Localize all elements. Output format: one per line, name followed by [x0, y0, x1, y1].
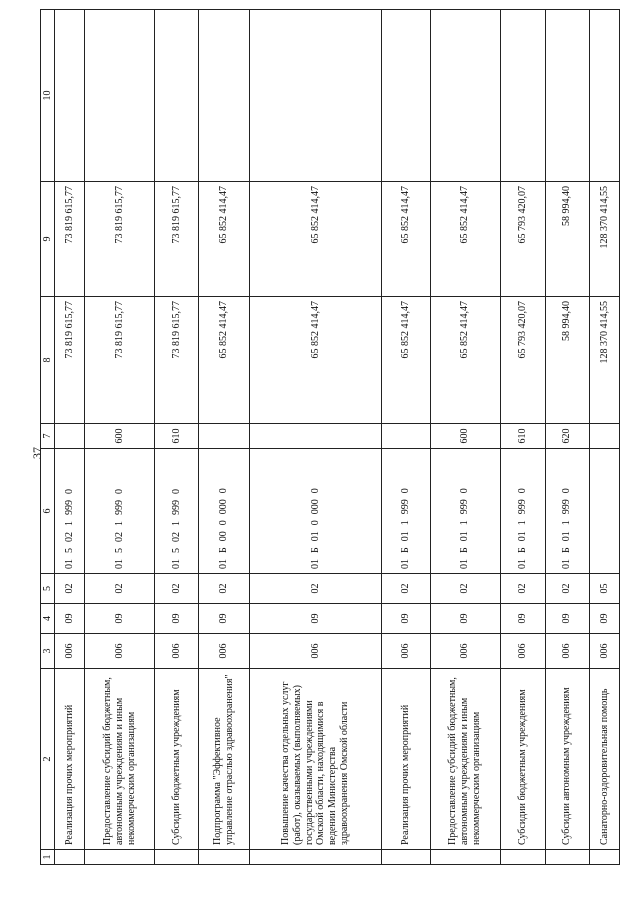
code-part: 01: [63, 559, 75, 569]
header-cell: 1: [41, 850, 55, 865]
section-code-cell: 09: [545, 604, 589, 634]
target-article-code: [218, 453, 230, 569]
expense-type-cell: 600: [430, 424, 500, 449]
amount-cell: 73 819 615,77: [55, 297, 85, 424]
code-part: 01: [399, 559, 411, 569]
target-article-code-cell: [589, 449, 619, 574]
item-name-cell: Субсидии автономным учреждениям: [545, 669, 589, 850]
amount-cell: 65 852 414,47: [430, 297, 500, 424]
section-code-cell: 09: [381, 604, 430, 634]
amount-cell: 73 819 615,77: [85, 182, 155, 297]
target-article-code-cell: [85, 449, 155, 574]
target-article-code-cell: [250, 449, 381, 574]
code-part: 0: [399, 488, 411, 494]
code-part: 00: [218, 531, 230, 542]
code-part: Б: [459, 547, 471, 553]
ministry-code-cell: 006: [199, 634, 250, 669]
ministry-code-cell: 006: [155, 634, 199, 669]
expense-type-cell: [250, 424, 381, 449]
code-part: 01: [309, 559, 321, 569]
target-article-code-cell: [381, 449, 430, 574]
target-article-code: [64, 453, 76, 569]
subsection-code-cell: 02: [155, 574, 199, 604]
code-part: 1: [516, 520, 528, 526]
code-part: 01: [309, 531, 321, 542]
expense-type-cell: [55, 424, 85, 449]
section-code-cell: 09: [85, 604, 155, 634]
code-part: 1: [561, 520, 573, 526]
ministry-code-cell: 006: [85, 634, 155, 669]
target-article-code: [114, 453, 126, 569]
table-row: [430, 10, 500, 865]
table-row: [155, 10, 199, 865]
expense-type-cell: 610: [500, 424, 545, 449]
code-part: 01: [218, 559, 230, 569]
header-cell: 5: [41, 574, 55, 604]
amount-cell: 58 994,40: [545, 182, 589, 297]
code-part: 01: [113, 559, 125, 569]
extra-cell: [545, 10, 589, 182]
header-cell: 10: [41, 10, 55, 182]
extra-cell: [250, 10, 381, 182]
header-cell: 4: [41, 604, 55, 634]
amount-cell: 65 852 414,47: [250, 297, 381, 424]
code-part: 1: [113, 521, 125, 526]
item-name-cell: Субсидии бюджетным учреждениям: [155, 669, 199, 850]
section-code-cell: 09: [250, 604, 381, 634]
subsection-code-cell: 05: [589, 574, 619, 604]
header-row: [41, 10, 55, 865]
code-part: 01: [399, 531, 411, 542]
code-part: 01: [516, 559, 528, 569]
amount-cell: 65 852 414,47: [199, 297, 250, 424]
target-article-code-cell: [500, 449, 545, 574]
code-part: 01: [516, 531, 528, 542]
expense-type-cell: 620: [545, 424, 589, 449]
row-number-cell: [85, 850, 155, 865]
target-article-code-cell: [545, 449, 589, 574]
table-row: [500, 10, 545, 865]
target-article-code-cell: [199, 449, 250, 574]
table-row: [85, 10, 155, 865]
amount-cell: 128 370 414,55: [589, 182, 619, 297]
subsection-code-cell: 02: [430, 574, 500, 604]
code-part: 01: [561, 531, 573, 542]
header-cell: 2: [41, 669, 55, 850]
code-part: 0: [63, 489, 75, 494]
section-code-cell: 09: [500, 604, 545, 634]
amount-cell: 65 793 420,07: [500, 182, 545, 297]
item-name-cell: Реализация прочих мероприятий: [55, 669, 85, 850]
target-article-code: [171, 453, 183, 569]
section-code-cell: 09: [55, 604, 85, 634]
code-part: 999: [459, 499, 471, 515]
row-number-cell: [155, 850, 199, 865]
code-part: 02: [170, 532, 182, 542]
code-part: 000: [309, 499, 321, 515]
amount-cell: 73 819 615,77: [155, 182, 199, 297]
row-number-cell: [250, 850, 381, 865]
code-part: 0: [309, 488, 321, 494]
extra-cell: [85, 10, 155, 182]
code-part: 0: [170, 489, 182, 494]
item-name-cell: Субсидии бюджетным учреждениям: [500, 669, 545, 850]
subsection-code-cell: 02: [381, 574, 430, 604]
code-part: 02: [113, 532, 125, 542]
target-article-code: [459, 453, 471, 569]
code-part: Б: [516, 547, 528, 553]
amount-cell: 58 994,40: [545, 297, 589, 424]
code-part: 1: [459, 520, 471, 526]
code-part: 5: [170, 548, 182, 553]
code-part: Б: [218, 547, 230, 553]
code-part: 999: [113, 500, 125, 515]
code-part: 000: [218, 499, 230, 515]
code-part: 5: [63, 548, 75, 553]
amount-cell: 65 852 414,47: [250, 182, 381, 297]
item-name-cell: Предоставление субсидий бюджетным, автономным учреждениям и иным некоммерческим организациям: [85, 669, 155, 850]
header-cell: 9: [41, 182, 55, 297]
amount-cell: 128 370 414,55: [589, 297, 619, 424]
header-cell: 7: [41, 424, 55, 449]
expense-type-cell: 600: [85, 424, 155, 449]
amount-cell: 65 852 414,47: [381, 297, 430, 424]
extra-cell: [155, 10, 199, 182]
amount-cell: 73 819 615,77: [55, 182, 85, 297]
budget-table-wrapper: [40, 10, 620, 865]
code-part: Б: [561, 547, 573, 553]
ministry-code-cell: 006: [545, 634, 589, 669]
item-name-cell: Реализация прочих мероприятий: [381, 669, 430, 850]
subsection-code-cell: 02: [545, 574, 589, 604]
code-part: 0: [561, 488, 573, 494]
expense-type-cell: 610: [155, 424, 199, 449]
subsection-code-cell: 02: [250, 574, 381, 604]
item-name-cell: Предоставление субсидий бюджетным, автономным учреждениям и иным некоммерческим организациям: [430, 669, 500, 850]
budget-table: [40, 9, 620, 865]
code-part: 02: [63, 532, 75, 542]
code-part: 0: [218, 488, 230, 494]
row-number-cell: [500, 850, 545, 865]
amount-cell: 73 819 615,77: [155, 297, 199, 424]
header-cell: 3: [41, 634, 55, 669]
section-code-cell: 09: [155, 604, 199, 634]
table-row: [381, 10, 430, 865]
code-part: 01: [459, 531, 471, 542]
code-part: Б: [309, 547, 321, 553]
expense-type-cell: [199, 424, 250, 449]
target-article-code: [561, 453, 573, 569]
ministry-code-cell: 006: [381, 634, 430, 669]
code-part: 01: [459, 559, 471, 569]
code-part: 999: [170, 500, 182, 515]
ministry-code-cell: 006: [250, 634, 381, 669]
code-part: 999: [399, 499, 411, 515]
target-article-code-cell: [155, 449, 199, 574]
code-part: 0: [309, 520, 321, 526]
row-number-cell: [199, 850, 250, 865]
subsection-code-cell: 02: [199, 574, 250, 604]
target-article-code: [310, 453, 322, 569]
amount-cell: 73 819 615,77: [85, 297, 155, 424]
section-code-cell: 09: [589, 604, 619, 634]
table-row: [250, 10, 381, 865]
table-row: [199, 10, 250, 865]
extra-cell: [55, 10, 85, 182]
section-code-cell: 09: [199, 604, 250, 634]
page-number: 37: [30, 447, 44, 459]
extra-cell: [381, 10, 430, 182]
amount-cell: 65 852 414,47: [199, 182, 250, 297]
code-part: 0: [218, 520, 230, 526]
item-name-cell: Подпрограмма "Эффективное управление отраслью здравоохранения": [199, 669, 250, 850]
header-cell: 8: [41, 297, 55, 424]
extra-cell: [199, 10, 250, 182]
table-row: [545, 10, 589, 865]
code-part: 0: [516, 488, 528, 494]
extra-cell: [500, 10, 545, 182]
amount-cell: 65 793 420,07: [500, 297, 545, 424]
code-part: 999: [63, 500, 75, 515]
ministry-code-cell: 006: [589, 634, 619, 669]
extra-cell: [589, 10, 619, 182]
ministry-code-cell: 006: [55, 634, 85, 669]
header-cell: 6: [41, 449, 55, 574]
target-article-code: [400, 453, 412, 569]
subsection-code-cell: 02: [500, 574, 545, 604]
expense-type-cell: [381, 424, 430, 449]
code-part: Б: [399, 547, 411, 553]
code-part: 999: [516, 499, 528, 515]
item-name-cell: Санаторно-оздоровительная помощь: [589, 669, 619, 850]
target-article-code-cell: [55, 449, 85, 574]
row-number-cell: [430, 850, 500, 865]
code-part: 5: [113, 548, 125, 553]
table-row: [589, 10, 619, 865]
code-part: 1: [170, 521, 182, 526]
row-number-cell: [381, 850, 430, 865]
amount-cell: 65 852 414,47: [381, 182, 430, 297]
row-number-cell: [55, 850, 85, 865]
subsection-code-cell: 02: [55, 574, 85, 604]
amount-cell: 65 852 414,47: [430, 182, 500, 297]
expense-type-cell: [589, 424, 619, 449]
row-number-cell: [545, 850, 589, 865]
ministry-code-cell: 006: [500, 634, 545, 669]
code-part: 0: [113, 489, 125, 494]
extra-cell: [430, 10, 500, 182]
code-part: 1: [399, 520, 411, 526]
item-name-cell: Повышение качества отдельных услуг (работ), оказываемых (выполняемых) государственными учреждениями Омской области, находящимися в ведении Министерства здравоохранения Омской области: [250, 669, 381, 850]
code-part: 999: [561, 499, 573, 515]
row-number-cell: [589, 850, 619, 865]
ministry-code-cell: 006: [430, 634, 500, 669]
code-part: 01: [561, 559, 573, 569]
code-part: 1: [63, 521, 75, 526]
target-article-code: [517, 453, 529, 569]
code-part: 01: [170, 559, 182, 569]
subsection-code-cell: 02: [85, 574, 155, 604]
table-row: [55, 10, 85, 865]
target-article-code-cell: [430, 449, 500, 574]
code-part: 0: [459, 488, 471, 494]
section-code-cell: 09: [430, 604, 500, 634]
